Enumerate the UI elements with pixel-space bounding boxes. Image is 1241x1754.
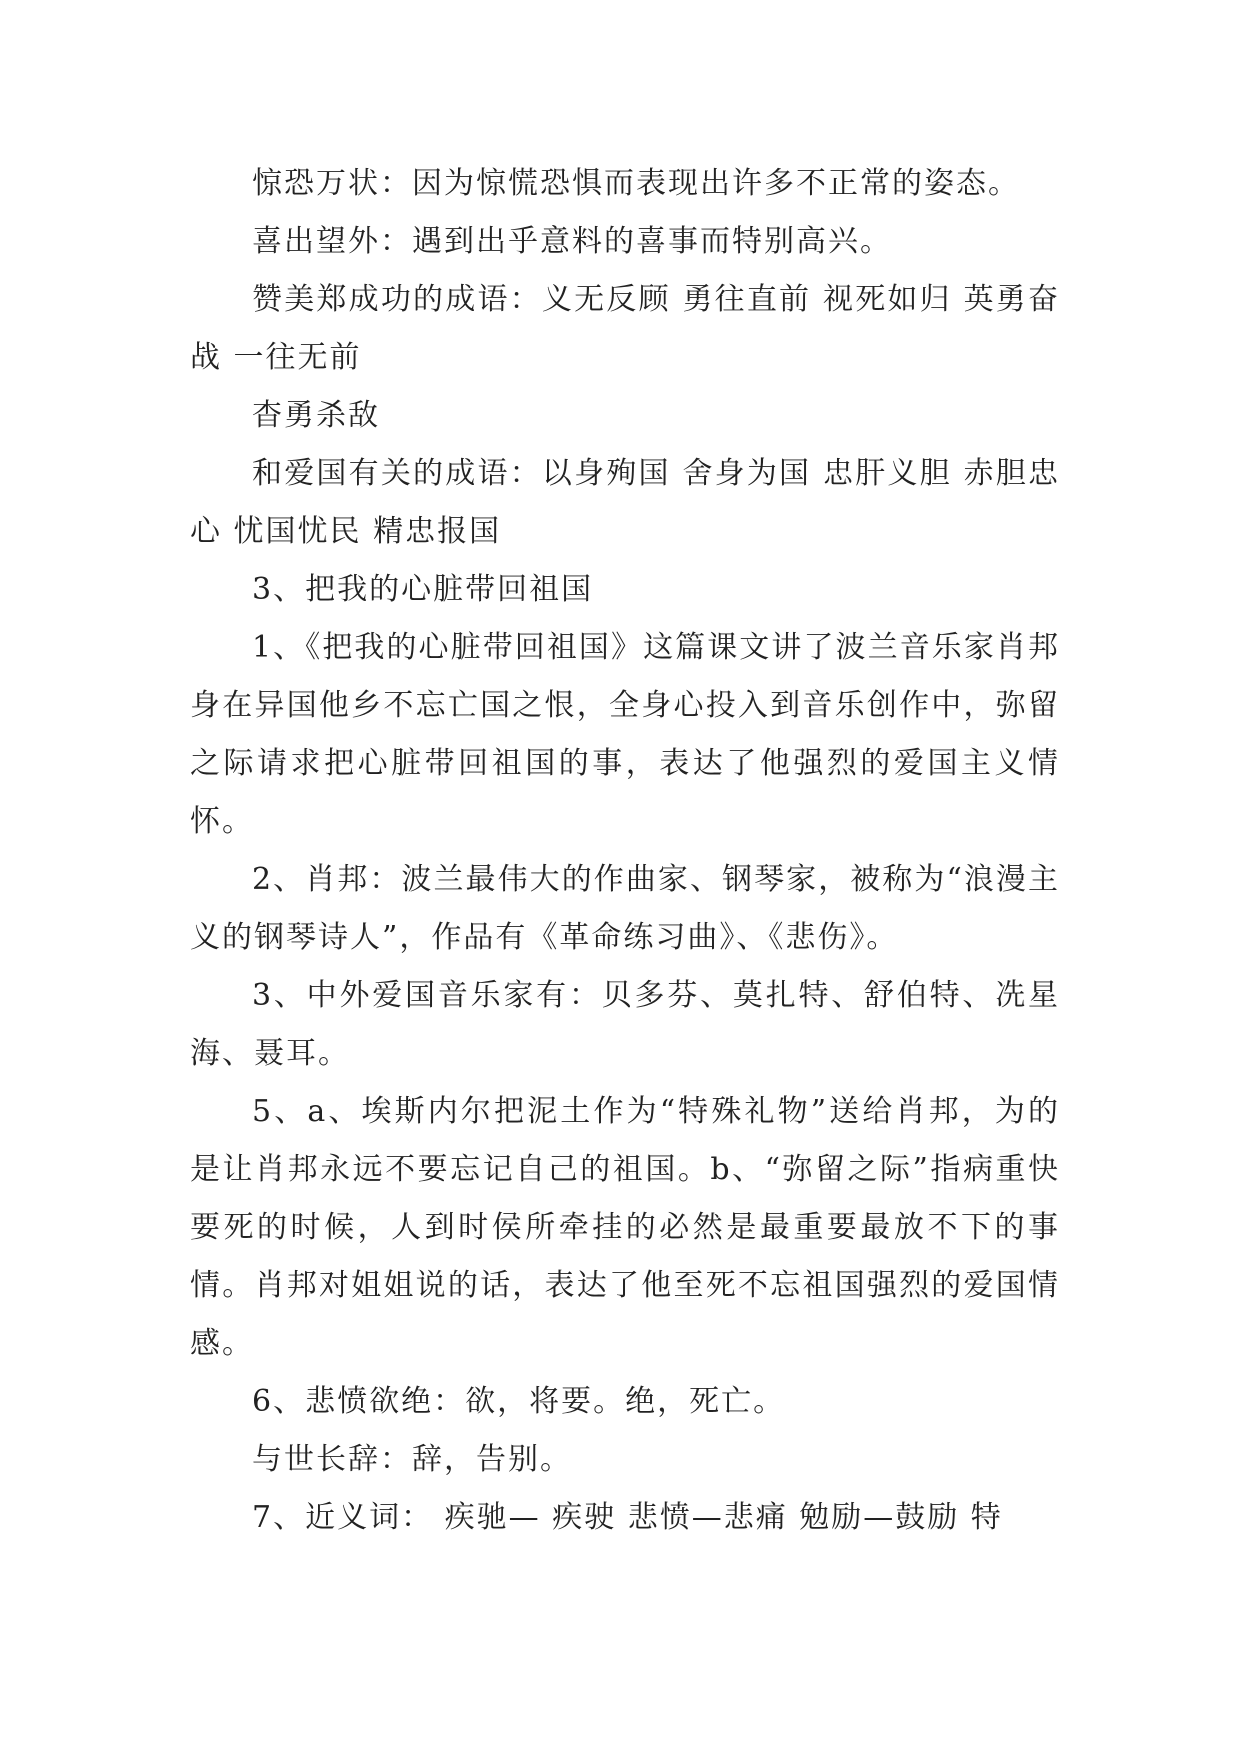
- paragraph-4: 杳勇杀敌: [252, 398, 380, 433]
- paragraph-9: 3、中外爱国音乐家有：贝多芬、莫扎特、舒伯特、冼星海、聂耳。: [190, 978, 1060, 1071]
- paragraph-2: 喜出望外：遇到出乎意料的喜事而特别高兴。: [252, 224, 892, 259]
- paragraph-7: 1、《把我的心脏带回祖国》这篇课文讲了波兰音乐家肖邦身在异国他乡不忘亡国之恨，全身心投入到音乐创作中，弥留之际请求把心脏带回祖国的事，表达了他强烈的爱国主义情怀。: [190, 630, 1060, 839]
- paragraph-1: 惊恐万状：因为惊慌恐惧而表现出许多不正常的姿态。: [252, 166, 1020, 201]
- paragraph-8: 2、肖邦：波兰最伟大的作曲家、钢琴家，被称为“浪漫主义的钢琴诗人”，作品有《革命练习曲》、《悲伤》。: [190, 862, 1060, 955]
- paragraph-10: 5、a、埃斯内尔把泥土作为“特殊礼物”送给肖邦，为的是让肖邦永远不要忘记自己的祖国。b、“弥留之际”指病重快要死的时候，人到时侯所牵挂的必然是最重要最放不下的事情。肖邦对姐姐说的话，表达了他至死不忘祖国强烈的爱国情感。: [190, 1094, 1060, 1361]
- section-heading: 3、把我的心脏带回祖国: [252, 572, 594, 607]
- paragraph-3: 赞美郑成功的成语：义无反顾 勇往直前 视死如归 英勇奋战 一往无前: [190, 282, 1060, 375]
- paragraph-12: 与世长辞：辞，告别。: [252, 1442, 572, 1477]
- paragraph-11: 6、悲愤欲绝：欲，将要。绝，死亡。: [252, 1384, 786, 1419]
- paragraph-5: 和爱国有关的成语：以身殉国 舍身为国 忠肝义胆 赤胆忠心 忧国忧民 精忠报国: [190, 456, 1060, 549]
- document-body: [190, 155, 1060, 1547]
- paragraph-13: 7、近义词： 疾驰— 疾驶 悲愤—悲痛 勉励—鼓励 特: [252, 1500, 1003, 1535]
